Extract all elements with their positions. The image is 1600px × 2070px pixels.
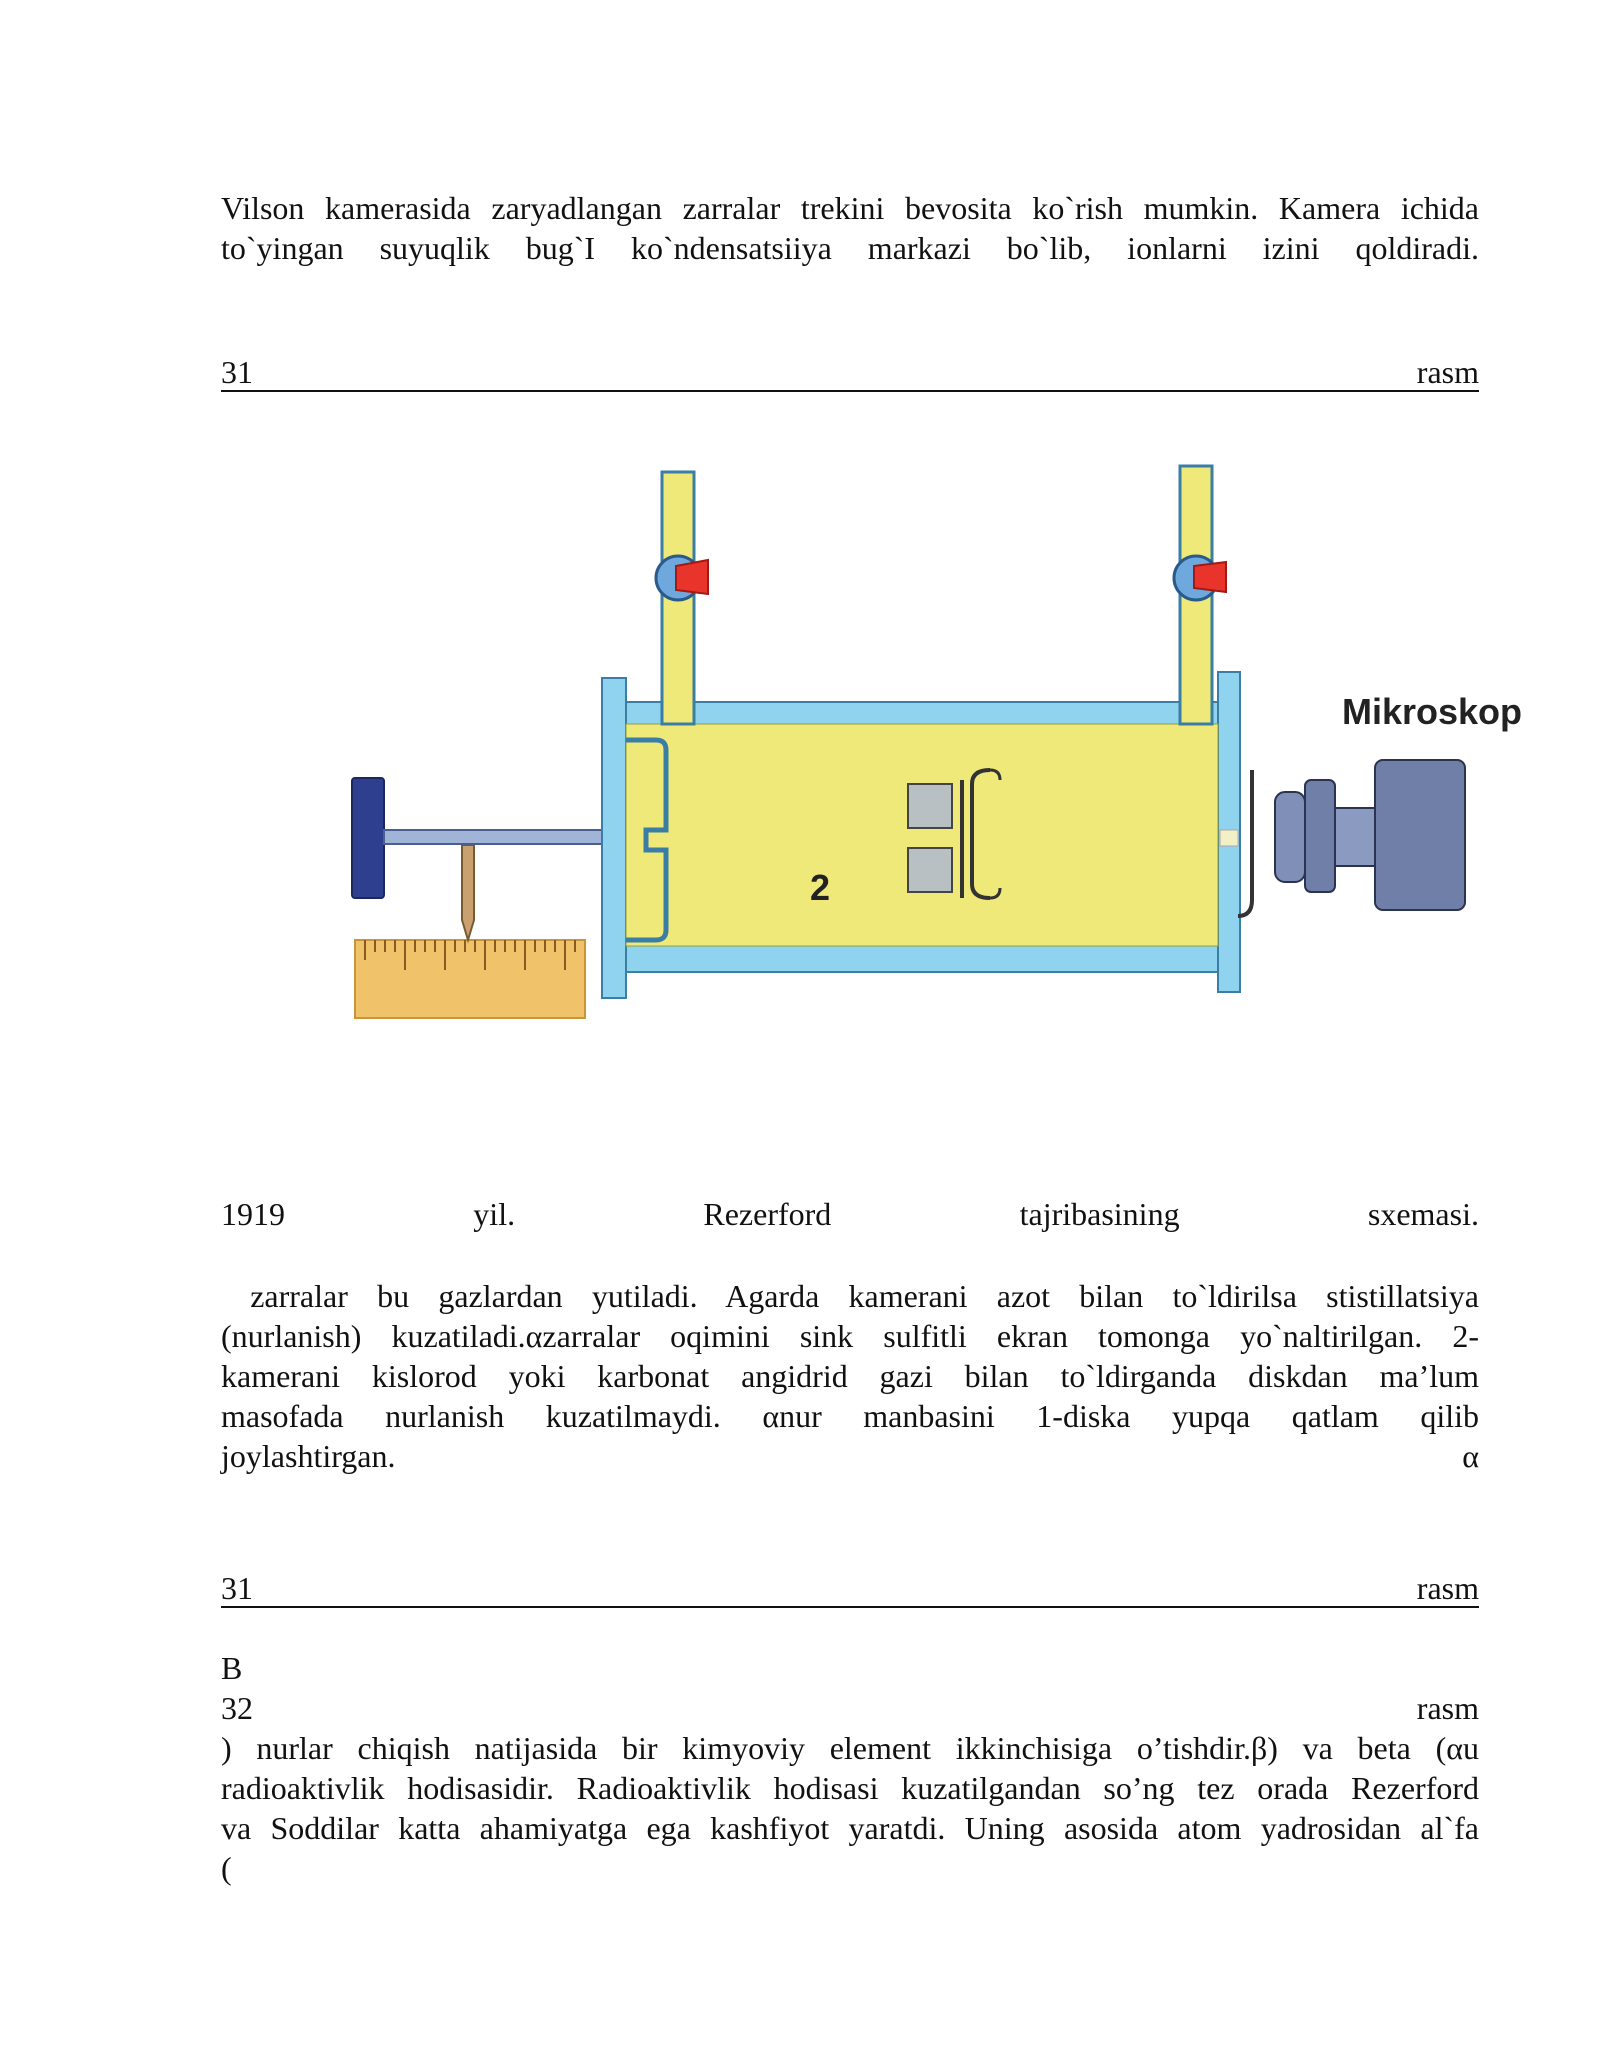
caption-word-4: tajribasining bbox=[1019, 1196, 1180, 1232]
caption-word-5: sxemasi. bbox=[1367, 1196, 1479, 1232]
paragraph-line: kamerani kislorod yoki karbonat angidrid gazi bilan to`ldirganda diskdan ma’lum bbox=[221, 1358, 1479, 1394]
figure-ref-row-1 bbox=[221, 350, 1479, 392]
microscope-label: Mikroskop bbox=[1342, 691, 1523, 732]
figure-ref-row-3 bbox=[221, 1688, 1479, 1728]
paragraph-line: va Soddilar katta ahamiyatga ega kashfiyot yaratdi. Uning asosida atom yadrosidan al`fa bbox=[221, 1810, 1479, 1846]
figure-ref-row-2 bbox=[221, 1566, 1479, 1608]
ruler bbox=[355, 940, 585, 1018]
figure-number: 32 bbox=[221, 1690, 253, 1726]
letter-b: B bbox=[221, 1650, 243, 1686]
paragraph-last-line bbox=[221, 1436, 1479, 1476]
paragraph-zarralar bbox=[221, 1276, 1479, 1476]
chamber-interior bbox=[626, 724, 1218, 946]
source-holder-lower bbox=[908, 848, 952, 892]
caption-word-3: Rezerford bbox=[703, 1196, 832, 1232]
rutherford-apparatus-figure bbox=[340, 440, 1540, 1040]
paragraph-line: ) nurlar chiqish natijasida bir kimyoviy element ikkinchisiga o’tishdir.β) va beta (αu bbox=[221, 1730, 1479, 1766]
figure-word: rasm bbox=[1416, 1690, 1479, 1726]
paragraph-line-right: α bbox=[1462, 1438, 1479, 1474]
caption-word-2: yil. bbox=[473, 1196, 516, 1232]
left-flange bbox=[602, 678, 626, 998]
source-holder-upper bbox=[908, 784, 952, 828]
paragraph-line: zarralar bu gazlardan yutiladi. Agarda kamerani azot bilan to`ldirilsa stistillatsiya bbox=[221, 1278, 1479, 1314]
right-valve-handle bbox=[1194, 562, 1226, 592]
chamber-number-label: 2 bbox=[810, 867, 831, 908]
figure-caption bbox=[221, 1194, 1479, 1234]
caption-word-1: 1919 bbox=[221, 1196, 285, 1232]
microscope bbox=[1275, 760, 1465, 910]
paragraph-line: ( bbox=[221, 1850, 232, 1886]
paragraph-vilson-text: Vilson kamerasida zaryadlangan zarralar trekini bevosita ko`rish mumkin. Kamera ichida to`yingan suyuqlik bug`I ko`ndensatsiiya markazi bo`lib, ionlarni izini qoldiradi. bbox=[221, 190, 1479, 266]
ruler-pointer bbox=[462, 845, 474, 940]
left-valve-handle bbox=[676, 560, 708, 594]
figure-number: 31 bbox=[221, 1570, 253, 1606]
paragraph-line: radioaktivlik hodisasidir. Radioaktivlik hodisasi kuzatilgandan so’ng tez orada Rezerford bbox=[221, 1770, 1479, 1806]
paragraph-line: (nurlanish) kuzatiladi.αzarralar oqimini sink sulfitli ekran tomonga yo`naltirilgan. 2- bbox=[221, 1318, 1479, 1354]
knob bbox=[352, 778, 384, 898]
apparatus-diagram bbox=[340, 440, 1540, 1040]
figure-number: 31 bbox=[221, 354, 253, 390]
paragraph-line: masofada nurlanish kuzatilmaydi. αnur manbasini 1-diska yupqa qatlam qilib bbox=[221, 1398, 1479, 1434]
figure-word: rasm bbox=[1416, 354, 1479, 390]
paragraph-line-left: joylashtirgan. bbox=[221, 1438, 396, 1474]
figure-word: rasm bbox=[1416, 1570, 1479, 1606]
exit-window bbox=[1220, 830, 1238, 846]
paragraph-radioaktivlik bbox=[221, 1728, 1479, 1888]
paragraph-vilson bbox=[221, 188, 1479, 268]
